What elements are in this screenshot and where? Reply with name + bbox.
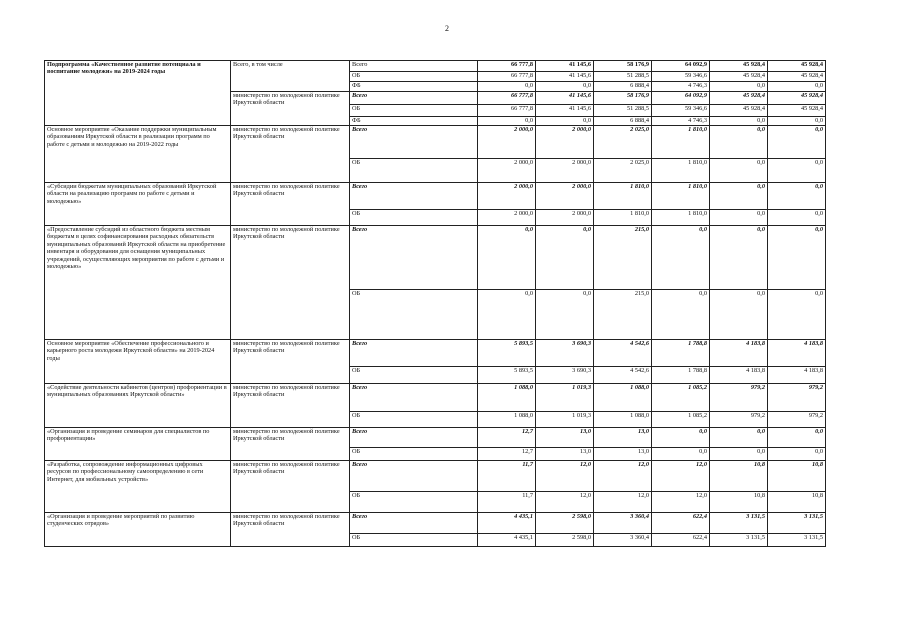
activity-name-cell: Подпрограмма «Качественное развитие потенциала и воспитание молодежи» на 2019-2024 годы: [45, 61, 231, 126]
amount-cell: 64 092,9: [652, 61, 710, 72]
amount-cell: 0,0: [768, 290, 826, 340]
amount-cell: 12,7: [478, 448, 536, 461]
activity-name-cell: «Организация и проведение мероприятий по развитию студенческих отрядов»: [45, 513, 231, 547]
amount-cell: 1 085,2: [652, 412, 710, 428]
table-row: [45, 183, 826, 210]
amount-cell: 0,0: [710, 183, 768, 210]
amount-cell: 4 435,1: [478, 513, 536, 534]
amount-cell: 4 183,8: [768, 367, 826, 384]
funding-source-cell: Всего: [350, 226, 478, 290]
amount-cell: 10,8: [710, 461, 768, 492]
executor-cell: Всего, в том числе: [231, 61, 350, 92]
executor-cell: министерство по молодежной политике Иркутской области: [231, 384, 350, 428]
amount-cell: 3 131,5: [768, 534, 826, 547]
amount-cell: 64 092,9: [652, 92, 710, 105]
amount-cell: 3 690,3: [536, 367, 594, 384]
amount-cell: 0,0: [478, 117, 536, 126]
amount-cell: 4 183,8: [710, 340, 768, 367]
page-number: 2: [445, 24, 449, 33]
table-row: [45, 340, 826, 367]
amount-cell: 3 131,5: [710, 534, 768, 547]
executor-cell: министерство по молодежной политике Иркутской области: [231, 183, 350, 226]
amount-cell: 979,2: [768, 384, 826, 412]
amount-cell: 12,0: [652, 492, 710, 513]
amount-cell: 45 928,4: [768, 92, 826, 105]
amount-cell: 66 777,8: [478, 92, 536, 105]
amount-cell: 12,0: [594, 461, 652, 492]
amount-cell: 1 088,0: [594, 384, 652, 412]
amount-cell: 0,0: [710, 290, 768, 340]
amount-cell: 0,0: [768, 82, 826, 92]
amount-cell: 41 145,6: [536, 105, 594, 117]
budget-table: [44, 60, 826, 547]
funding-source-cell: Всего: [350, 340, 478, 367]
amount-cell: 0,0: [710, 428, 768, 448]
amount-cell: 1 810,0: [652, 159, 710, 183]
amount-cell: 2 000,0: [478, 159, 536, 183]
amount-cell: 0,0: [710, 117, 768, 126]
amount-cell: 5 893,5: [478, 367, 536, 384]
funding-source-cell: ОБ: [350, 534, 478, 547]
amount-cell: 0,0: [478, 290, 536, 340]
activity-name-cell: «Разработка, сопровождение информационных цифровых ресурсов по профессиональному самоопределению в сети Интернет, для мобильных устройств»: [45, 461, 231, 513]
funding-source-cell: ОБ: [350, 105, 478, 117]
amount-cell: 10,8: [710, 492, 768, 513]
amount-cell: 45 928,4: [768, 72, 826, 82]
amount-cell: 12,0: [594, 492, 652, 513]
amount-cell: 41 145,6: [536, 72, 594, 82]
amount-cell: 0,0: [768, 159, 826, 183]
amount-cell: 13,0: [594, 448, 652, 461]
amount-cell: 4 542,6: [594, 340, 652, 367]
table-row: [45, 513, 826, 534]
amount-cell: 1 788,8: [652, 367, 710, 384]
amount-cell: 11,7: [478, 492, 536, 513]
amount-cell: 3 131,5: [710, 513, 768, 534]
amount-cell: 59 346,6: [652, 105, 710, 117]
amount-cell: 6 888,4: [594, 82, 652, 92]
amount-cell: 0,0: [536, 82, 594, 92]
amount-cell: 0,0: [478, 82, 536, 92]
funding-source-cell: Всего: [350, 513, 478, 534]
amount-cell: 2 000,0: [536, 126, 594, 159]
amount-cell: 0,0: [710, 448, 768, 461]
amount-cell: 45 928,4: [710, 105, 768, 117]
amount-cell: 3 690,3: [536, 340, 594, 367]
activity-name-cell: «Предоставление субсидий из областного бюджета местным бюджетам в целях софинансирования расходных обязательств муниципальных образований Иркутской области на приобретение инвентаря и оборудования для оснащения муниципальных учреждений, осуществляющих мероприятия по работе с детьми и молодежью»: [45, 226, 231, 340]
funding-source-cell: Всего: [350, 92, 478, 105]
amount-cell: 41 145,6: [536, 61, 594, 72]
funding-source-cell: ОБ: [350, 412, 478, 428]
amount-cell: 1 019,3: [536, 384, 594, 412]
amount-cell: 51 288,5: [594, 105, 652, 117]
amount-cell: 2 025,0: [594, 159, 652, 183]
activity-name-cell: Основное мероприятие «Оказание поддержки муниципальным образованиям Иркутской области в реализации программ по работе с детьми и молодежью на 2019-2022 годы: [45, 126, 231, 183]
amount-cell: 2 025,0: [594, 126, 652, 159]
funding-source-cell: Всего: [350, 428, 478, 448]
amount-cell: 4 435,1: [478, 534, 536, 547]
activity-name-cell: «Организация и проведение семинаров для специалистов по профориентации»: [45, 428, 231, 461]
amount-cell: 13,0: [594, 428, 652, 448]
amount-cell: 979,2: [768, 412, 826, 428]
amount-cell: 979,2: [710, 384, 768, 412]
amount-cell: 215,0: [594, 226, 652, 290]
funding-source-cell: Всего: [350, 61, 478, 72]
amount-cell: 4 542,6: [594, 367, 652, 384]
funding-source-cell: Всего: [350, 126, 478, 159]
amount-cell: 2 000,0: [536, 210, 594, 226]
amount-cell: 12,7: [478, 428, 536, 448]
executor-cell: министерство по молодежной политике Иркутской области: [231, 428, 350, 461]
amount-cell: 51 288,5: [594, 72, 652, 82]
amount-cell: 0,0: [710, 126, 768, 159]
activity-name-cell: «Содействие деятельности кабинетов (центров) профориентации в муниципальных образованиях Иркутской области»: [45, 384, 231, 428]
amount-cell: 2 000,0: [478, 210, 536, 226]
amount-cell: 979,2: [710, 412, 768, 428]
amount-cell: 0,0: [768, 126, 826, 159]
amount-cell: 4 183,8: [710, 367, 768, 384]
amount-cell: 10,8: [768, 492, 826, 513]
amount-cell: 0,0: [478, 226, 536, 290]
amount-cell: 2 598,0: [536, 513, 594, 534]
amount-cell: 13,0: [536, 428, 594, 448]
amount-cell: 1 088,0: [594, 412, 652, 428]
amount-cell: 10,8: [768, 461, 826, 492]
amount-cell: 215,0: [594, 290, 652, 340]
amount-cell: 1 085,2: [652, 384, 710, 412]
funding-source-cell: ОБ: [350, 159, 478, 183]
amount-cell: 45 928,4: [710, 92, 768, 105]
amount-cell: 0,0: [768, 183, 826, 210]
amount-cell: 13,0: [536, 448, 594, 461]
amount-cell: 0,0: [710, 159, 768, 183]
amount-cell: 2 000,0: [478, 183, 536, 210]
activity-name-cell: Основное мероприятие «Обеспечение профессионального и карьерного роста молодежи Иркутской области» на 2019-2024 годы: [45, 340, 231, 384]
amount-cell: 1 088,0: [478, 412, 536, 428]
executor-cell: министерство по молодежной политике Иркутской области: [231, 126, 350, 183]
funding-source-cell: ФБ: [350, 82, 478, 92]
amount-cell: 45 928,4: [768, 105, 826, 117]
amount-cell: 59 346,6: [652, 72, 710, 82]
amount-cell: 58 176,9: [594, 61, 652, 72]
funding-source-cell: Всего: [350, 461, 478, 492]
amount-cell: 2 000,0: [478, 126, 536, 159]
funding-source-cell: ОБ: [350, 367, 478, 384]
amount-cell: 0,0: [710, 210, 768, 226]
amount-cell: 12,0: [652, 461, 710, 492]
amount-cell: 1 019,3: [536, 412, 594, 428]
funding-source-cell: ОБ: [350, 72, 478, 82]
amount-cell: 5 893,5: [478, 340, 536, 367]
executor-cell: министерство по молодежной политике Иркутской области: [231, 461, 350, 513]
amount-cell: 1 810,0: [594, 183, 652, 210]
amount-cell: 0,0: [536, 290, 594, 340]
amount-cell: 2 000,0: [536, 159, 594, 183]
amount-cell: 45 928,4: [710, 61, 768, 72]
amount-cell: 0,0: [768, 226, 826, 290]
amount-cell: 3 131,5: [768, 513, 826, 534]
amount-cell: 2 000,0: [536, 183, 594, 210]
amount-cell: 0,0: [652, 448, 710, 461]
table-row: [45, 428, 826, 448]
amount-cell: 11,7: [478, 461, 536, 492]
funding-source-cell: ОБ: [350, 492, 478, 513]
amount-cell: 45 928,4: [768, 61, 826, 72]
amount-cell: 1 810,0: [594, 210, 652, 226]
amount-cell: 1 810,0: [652, 210, 710, 226]
amount-cell: 1 088,0: [478, 384, 536, 412]
amount-cell: 45 928,4: [710, 72, 768, 82]
funding-source-cell: ФБ: [350, 117, 478, 126]
amount-cell: 2 598,0: [536, 534, 594, 547]
amount-cell: 4 746,3: [652, 82, 710, 92]
executor-cell: министерство по молодежной политике Иркутской области: [231, 92, 350, 126]
executor-cell: министерство по молодежной политике Иркутской области: [231, 226, 350, 340]
amount-cell: 0,0: [536, 117, 594, 126]
amount-cell: 58 176,9: [594, 92, 652, 105]
funding-source-cell: ОБ: [350, 290, 478, 340]
amount-cell: 0,0: [768, 117, 826, 126]
amount-cell: 622,4: [652, 534, 710, 547]
amount-cell: 6 888,4: [594, 117, 652, 126]
amount-cell: 4 746,3: [652, 117, 710, 126]
amount-cell: 41 145,6: [536, 92, 594, 105]
table-row: [45, 126, 826, 159]
funding-source-cell: Всего: [350, 183, 478, 210]
amount-cell: 12,0: [536, 461, 594, 492]
activity-name-cell: «Субсидии бюджетам муниципальных образований Иркутской области на реализацию программ по работе с детьми и молодежью»: [45, 183, 231, 226]
amount-cell: 0,0: [768, 448, 826, 461]
amount-cell: 0,0: [652, 226, 710, 290]
amount-cell: 66 777,8: [478, 105, 536, 117]
amount-cell: 3 360,4: [594, 513, 652, 534]
table-row: [45, 461, 826, 492]
amount-cell: 0,0: [652, 290, 710, 340]
amount-cell: 0,0: [652, 428, 710, 448]
amount-cell: 0,0: [710, 226, 768, 290]
table-row: [45, 384, 826, 412]
amount-cell: 0,0: [710, 82, 768, 92]
amount-cell: 66 777,8: [478, 72, 536, 82]
executor-cell: министерство по молодежной политике Иркутской области: [231, 513, 350, 547]
amount-cell: 0,0: [768, 210, 826, 226]
funding-source-cell: ОБ: [350, 448, 478, 461]
amount-cell: 0,0: [536, 226, 594, 290]
amount-cell: 622,4: [652, 513, 710, 534]
table-row: [45, 61, 826, 72]
amount-cell: 3 360,4: [594, 534, 652, 547]
amount-cell: 66 777,8: [478, 61, 536, 72]
amount-cell: 1 810,0: [652, 183, 710, 210]
funding-source-cell: ОБ: [350, 210, 478, 226]
amount-cell: 12,0: [536, 492, 594, 513]
table-row: [45, 226, 826, 290]
executor-cell: министерство по молодежной политике Иркутской области: [231, 340, 350, 384]
amount-cell: 1 788,8: [652, 340, 710, 367]
funding-source-cell: Всего: [350, 384, 478, 412]
amount-cell: 0,0: [768, 428, 826, 448]
amount-cell: 4 183,8: [768, 340, 826, 367]
amount-cell: 1 810,0: [652, 126, 710, 159]
